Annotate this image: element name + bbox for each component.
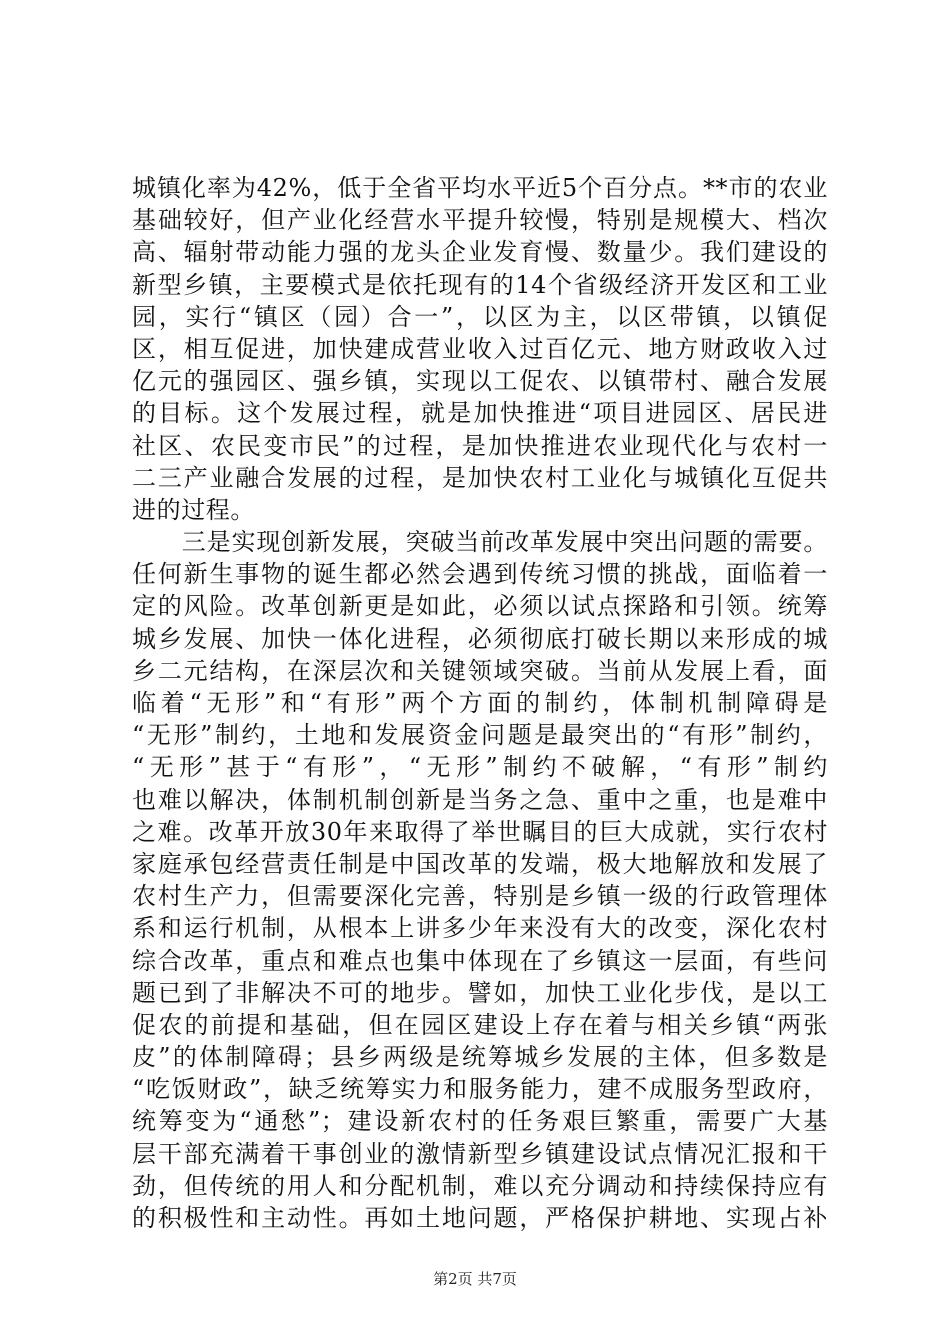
document-body bbox=[132, 172, 828, 1234]
text-line: “吃饭财政”，缺乏统筹实力和服务能力，建不成服务型政府， bbox=[132, 1075, 828, 1104]
text-line: 系和运行机制，从根本上讲多少年来没有大的改变，深化农村 bbox=[132, 914, 828, 943]
text-line: 基础较好，但产业化经营水平提升较慢，特别是规模大、档次 bbox=[132, 206, 828, 235]
text-line: 城镇化率为42%，低于全省平均水平近5个百分点。**市的农业 bbox=[132, 174, 828, 202]
page-footer: 第2页 共7页 bbox=[433, 1270, 517, 1288]
text-line: 园，实行“镇区（园）合一”，以区为主，以区带镇，以镇促 bbox=[132, 302, 828, 331]
text-line: 城乡发展、加快一体化进程，必须彻底打破长期以来形成的城 bbox=[132, 624, 828, 653]
text-line: 三是实现创新发展，突破当前改革发展中突出问题的需要。 bbox=[132, 528, 828, 557]
text-line: 社区、农民变市民”的过程，是加快推进农业现代化与农村一 bbox=[132, 431, 828, 460]
text-line: 统筹变为“通愁”；建设新农村的任务艰巨繁重，需要广大基 bbox=[132, 1107, 828, 1136]
text-line: 任何新生事物的诞生都必然会遇到传统习惯的挑战，面临着一 bbox=[132, 560, 828, 589]
text-line: 二三产业融合发展的过程，是加快农村工业化与城镇化互促共 bbox=[132, 463, 828, 492]
text-line: 区，相互促进，加快建成营业收入过百亿元、地方财政收入过 bbox=[132, 334, 828, 363]
text-line: 题已到了非解决不可的地步。譬如，加快工业化步伐，是以工 bbox=[132, 978, 828, 1007]
text-line: 定的风险。改革创新更是如此，必须以试点探路和引领。统筹 bbox=[132, 592, 828, 621]
text-line: 综合改革，重点和难点也集中体现在了乡镇这一层面，有些问 bbox=[132, 946, 828, 975]
text-line: 高、辐射带动能力强的龙头企业发育慢、数量少。我们建设的 bbox=[132, 238, 828, 267]
text-line: 之难。改革开放30年来取得了举世瞩目的巨大成就，实行农村 bbox=[132, 817, 828, 846]
text-line: 家庭承包经营责任制是中国改革的发端，极大地解放和发展了 bbox=[132, 849, 828, 878]
text-line: “无形”甚于“有形”，“无形”制约不破解，“有形”制约 bbox=[132, 753, 828, 782]
text-line: 进的过程。 bbox=[132, 495, 255, 524]
text-line: 农村生产力，但需要深化完善，特别是乡镇一级的行政管理体 bbox=[132, 882, 828, 911]
text-line: 层干部充满着干事创业的激情新型乡镇建设试点情况汇报和干 bbox=[132, 1139, 828, 1168]
text-line: 劲，但传统的用人和分配机制，难以充分调动和持续保持应有 bbox=[132, 1171, 828, 1200]
text-line: 的目标。这个发展过程，就是加快推进“项目进园区、居民进 bbox=[132, 399, 828, 428]
text-line: 新型乡镇，主要模式是依托现有的14个省级经济开发区和工业 bbox=[132, 270, 828, 299]
text-line: 的积极性和主动性。再如土地问题，严格保护耕地、实现占补 bbox=[132, 1204, 828, 1232]
text-line: 也难以解决，体制机制创新是当务之急、重中之重，也是难中 bbox=[132, 785, 828, 814]
text-line: 亿元的强园区、强乡镇，实现以工促农、以镇带村、融合发展 bbox=[132, 367, 828, 396]
text-line: “无形”制约，土地和发展资金问题是最突出的“有形”制约， bbox=[132, 721, 828, 750]
text-line: 临着“无形”和“有形”两个方面的制约，体制机制障碍是 bbox=[132, 689, 828, 717]
text-line: 皮”的体制障碍；县乡两级是统筹城乡发展的主体，但多数是 bbox=[132, 1043, 828, 1072]
text-line: 乡二元结构，在深层次和关键领域突破。当前从发展上看，面 bbox=[132, 656, 828, 685]
text-line: 促农的前提和基础，但在园区建设上存在着与相关乡镇“两张 bbox=[132, 1010, 828, 1039]
